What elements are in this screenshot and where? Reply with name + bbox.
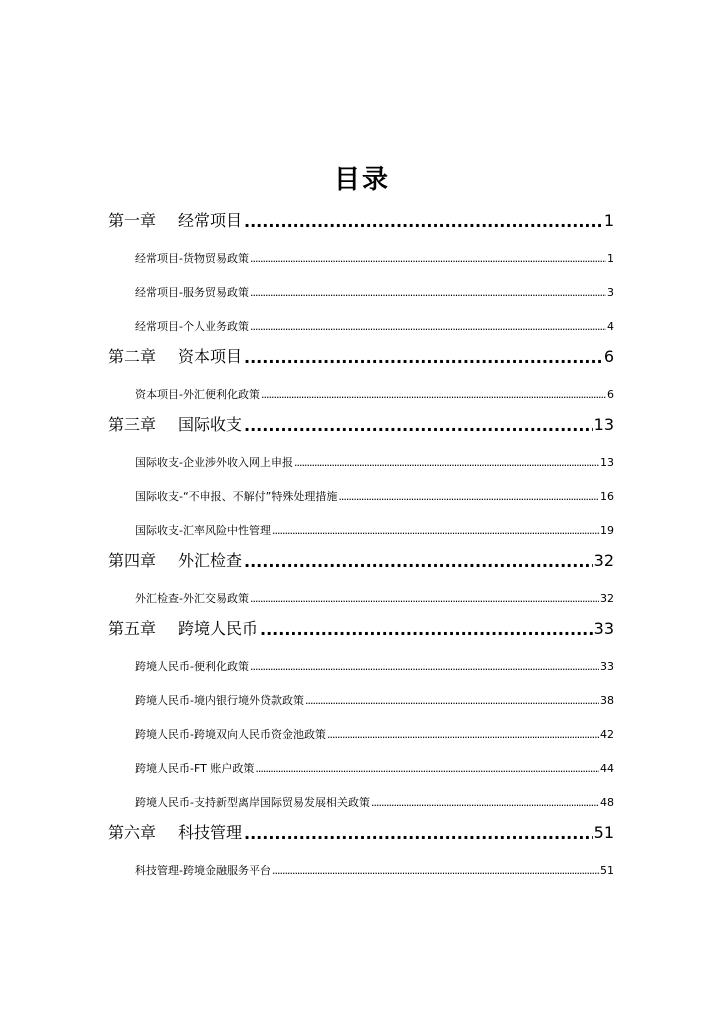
toc-section-entry[interactable] [108,232,614,266]
page-number: 32 [593,551,614,570]
section-label: 跨境人民币-跨境双向人民币资金池政策 [135,728,326,741]
chapter-number: 第四章 [108,551,157,570]
chapter-label: 资本项目 [178,347,243,366]
page-number: 33 [593,619,614,638]
page-number: 13 [600,456,614,469]
section-label: 国际收支-“不申报、不解付”特殊处理措施 [135,490,338,503]
section-label: 跨境人民币-境内银行境外贷款政策 [135,694,304,707]
dot-leader [370,796,599,810]
dot-leader [260,388,606,402]
dot-leader [337,490,599,504]
page-number: 13 [593,415,614,434]
dot-leader [293,456,599,470]
page-number: 1 [607,252,614,265]
page-number: 51 [593,823,614,842]
dot-leader [249,252,606,266]
section-label: 国际收支-企业涉外收入网上申报 [135,456,293,469]
page-number: 44 [600,762,614,775]
toc-section-entry[interactable] [108,300,614,334]
page-number: 6 [603,347,614,366]
toc-chapter-entry[interactable] [108,402,614,436]
chapter-label: 科技管理 [178,823,243,842]
toc-chapter-entry[interactable] [108,606,614,640]
toc-section-entry[interactable] [108,470,614,504]
section-label: 经常项目-个人业务政策 [135,320,249,333]
toc-section-entry[interactable] [108,708,614,742]
section-label: 科技管理-跨境金融服务平台 [135,864,271,877]
toc-section-entry[interactable] [108,742,614,776]
toc-section-entry[interactable] [108,504,614,538]
dot-leader [249,286,606,300]
dot-leader [271,524,599,538]
dot-leader [242,212,603,232]
page-number: 3 [607,286,614,299]
chapter-number: 第一章 [108,211,157,230]
section-label: 跨境人民币-FT 账户政策 [135,762,255,775]
dot-leader [242,824,593,844]
dot-leader [254,762,599,776]
section-label: 国际收支-汇率风险中性管理 [135,524,271,537]
page-number: 48 [600,796,614,809]
toc-section-entry[interactable] [108,266,614,300]
chapter-number: 第二章 [108,347,157,366]
dot-leader [249,320,606,334]
chapter-label: 经常项目 [178,211,243,230]
chapter-heading [108,822,242,844]
section-label: 跨境人民币-支持新型离岸国际贸易发展相关政策 [135,796,370,809]
section-label: 资本项目-外汇便利化政策 [135,388,260,401]
dot-leader [242,416,593,436]
chapter-heading [108,550,242,572]
chapter-label: 国际收支 [178,415,243,434]
dot-leader [242,348,603,368]
dot-leader [326,728,599,742]
page-number: 4 [607,320,614,333]
chapter-heading [108,618,258,640]
section-label: 跨境人民币-便利化政策 [135,660,249,673]
page-number: 42 [600,728,614,741]
chapter-number: 第六章 [108,823,157,842]
chapter-number: 第五章 [108,619,157,638]
page-number: 6 [607,388,614,401]
toc-section-entry[interactable] [108,674,614,708]
chapter-label: 外汇检查 [178,551,243,570]
dot-leader [271,864,599,878]
dot-leader [258,620,593,640]
chapter-heading [108,346,242,368]
dot-leader [249,592,599,606]
page-number: 38 [600,694,614,707]
toc-section-entry[interactable] [108,368,614,402]
table-of-contents [108,198,614,878]
page-number: 1 [603,211,614,230]
chapter-heading [108,210,242,232]
toc-section-entry[interactable] [108,776,614,810]
page-number: 19 [600,524,614,537]
toc-section-entry[interactable] [108,844,614,878]
dot-leader [249,660,599,674]
section-label: 外汇检查-外汇交易政策 [135,592,249,605]
section-label: 经常项目-服务贸易政策 [135,286,249,299]
toc-section-entry[interactable] [108,436,614,470]
page-number: 51 [600,864,614,877]
page-number: 32 [600,592,614,605]
chapter-number: 第三章 [108,415,157,434]
page-number: 33 [600,660,614,673]
dot-leader [304,694,599,708]
page-number: 16 [600,490,614,503]
toc-section-entry[interactable] [108,572,614,606]
toc-chapter-entry[interactable] [108,334,614,368]
toc-chapter-entry[interactable] [108,198,614,232]
chapter-heading [108,414,242,436]
toc-chapter-entry[interactable] [108,810,614,844]
toc-chapter-entry[interactable] [108,538,614,572]
chapter-label: 跨境人民币 [178,619,259,638]
section-label: 经常项目-货物贸易政策 [135,252,249,265]
toc-title: 目录 [333,165,390,195]
toc-section-entry[interactable] [108,640,614,674]
dot-leader [242,552,593,572]
